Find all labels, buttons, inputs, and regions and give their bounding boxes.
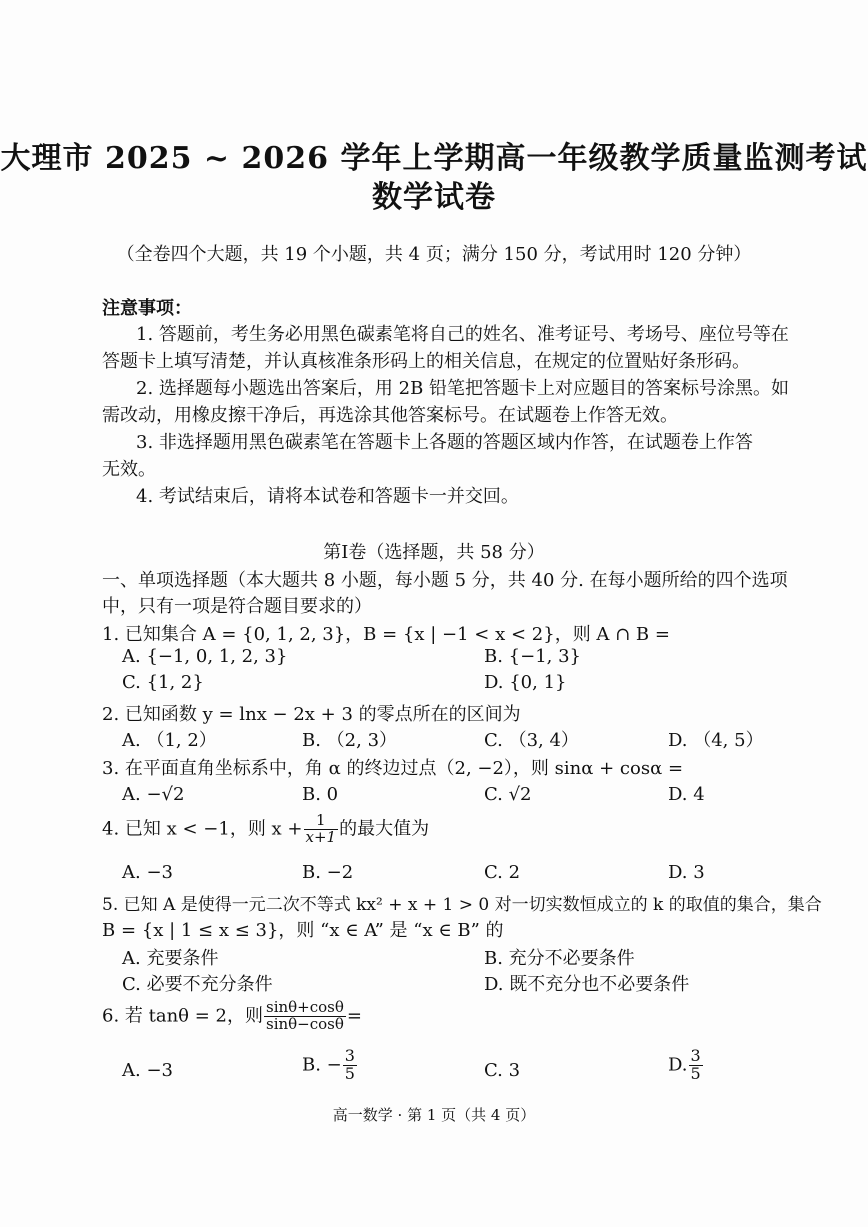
exam-info: （全卷四个大题，共 19 个小题，共 4 页；满分 150 分，考试用时 120 分钟） xyxy=(116,244,752,265)
option-b-label: B. − xyxy=(302,1054,342,1076)
question-4-option-d: D. 3 xyxy=(668,862,705,883)
question-5-stem-cont: B = {x | 1 ≤ x ≤ 3}，则 “x ∈ A” 是 “x ∈ B” 的 xyxy=(102,920,504,941)
fraction-denominator: 5 xyxy=(690,1063,701,1083)
question-6-option-b xyxy=(302,1048,358,1083)
fraction-denominator: x+1 xyxy=(305,827,337,846)
question-2-option-b: B. （2, 3） xyxy=(302,730,398,751)
question-6-stem xyxy=(102,1000,362,1033)
question-5-option-b: B. 充分不必要条件 xyxy=(484,948,635,969)
option-d-label: D. xyxy=(668,1054,688,1076)
question-5-stem: 5. 已知 A 是使得一元二次不等式 kx² + x + 1 > 0 对一切实数恒成立的 k 的取值的集合，集合 xyxy=(102,895,822,915)
question-1-option-c: C. {1, 2} xyxy=(122,672,204,693)
question-2-stem: 2. 已知函数 y = lnx − 2x + 3 的零点所在的区间为 xyxy=(102,704,521,725)
question-3-option-c: C. √2 xyxy=(484,784,532,805)
notice-item-2: 2. 选择题每小题选出答案后，用 2B 铅笔把答题卡上对应题目的答案标号涂黑。如 xyxy=(136,378,790,399)
question-2-option-c: C. （3, 4） xyxy=(484,730,579,751)
notice-item-1: 1. 答题前，考生务必用黑色碳素笔将自己的姓名、准考证号、考场号、座位号等在 xyxy=(136,324,789,345)
question-6-option-c: C. 3 xyxy=(484,1060,521,1081)
fraction-numerator: 1 xyxy=(304,813,339,830)
question-1-option-a: A. {−1, 0, 1, 2, 3} xyxy=(122,646,288,667)
question-6-option-a: A. −3 xyxy=(122,1060,173,1081)
question-4-stem xyxy=(102,813,429,846)
fraction-denominator: 5 xyxy=(344,1063,355,1083)
fraction-numerator: sinθ+cosθ xyxy=(266,998,344,1016)
question-1-stem: 1. 已知集合 A = {0, 1, 2, 3}，B = {x | −1 < x < 2}，则 A ∩ B = xyxy=(102,624,670,645)
fraction-numerator: 3 xyxy=(344,1046,355,1065)
fraction-numerator: 3 xyxy=(690,1046,701,1065)
question-3-option-a: A. −√2 xyxy=(122,784,185,805)
question-2-option-d: D. （4, 5） xyxy=(668,730,764,751)
question-6-stem-pre: 6. 若 tanθ = 2，则 xyxy=(102,1005,263,1027)
page-footer: 高一数学 · 第 1 页（共 4 页） xyxy=(332,1106,536,1124)
question-5-option-d: D. 既不充分也不必要条件 xyxy=(484,974,690,995)
notice-item-3-cont: 无效。 xyxy=(102,459,156,480)
question-5-option-a: A. 充要条件 xyxy=(122,948,219,969)
question-4-fraction xyxy=(304,813,339,846)
question-1-option-d: D. {0, 1} xyxy=(484,672,567,693)
question-3-option-b: B. 0 xyxy=(302,784,339,805)
notice-item-4: 4. 考试结束后，请将本试卷和答题卡一并交回。 xyxy=(136,486,519,507)
question-3-option-d: D. 4 xyxy=(668,784,705,805)
question-4-option-a: A. −3 xyxy=(122,862,173,883)
fraction-denominator: sinθ−cosθ xyxy=(266,1014,344,1033)
question-6-option-d xyxy=(668,1048,704,1083)
notice-item-1-cont: 答题卡上填写清楚，并认真核准条形码上的相关信息，在规定的位置贴好条形码。 xyxy=(102,351,750,372)
exam-subject-title: 数学试卷 xyxy=(372,180,496,215)
question-2-option-a: A. （1, 2） xyxy=(122,730,217,751)
question-6-fraction xyxy=(264,1000,346,1033)
question-6-stem-post: = xyxy=(346,1005,363,1027)
question-4-stem-pre: 4. 已知 x < −1，则 x + xyxy=(102,818,303,840)
question-4-option-b: B. −2 xyxy=(302,862,354,883)
question-1-option-b: B. {−1, 3} xyxy=(484,646,582,667)
section-title: 第Ⅰ卷（选择题，共 58 分） xyxy=(323,542,545,563)
notice-heading: 注意事项： xyxy=(102,298,192,319)
notice-item-3: 3. 非选择题用黑色碳素笔在答题卡上各题的答题区域内作答，在试题卷上作答 xyxy=(136,432,753,453)
option-d-fraction xyxy=(689,1048,703,1083)
option-b-fraction xyxy=(343,1048,357,1083)
notice-item-2-cont: 需改动，用橡皮擦干净后，再选涂其他答案标号。在试题卷上作答无效。 xyxy=(102,405,678,426)
question-4-option-c: C. 2 xyxy=(484,862,521,883)
part-instructions: 一、单项选择题（本大题共 8 小题，每小题 5 分，共 40 分. 在每小题所给的四个选项 xyxy=(102,570,788,591)
part-instructions-cont: 中，只有一项是符合题目要求的） xyxy=(102,596,372,617)
question-4-stem-post: 的最大值为 xyxy=(339,818,430,840)
question-5-option-c: C. 必要不充分条件 xyxy=(122,974,273,995)
exam-title: 大理市 2025 ~ 2026 学年上学期高一年级教学质量监测考试 xyxy=(0,141,868,176)
question-3-stem: 3. 在平面直角坐标系中，角 α 的终边过点（2, −2），则 sinα + cosα = xyxy=(102,758,684,779)
